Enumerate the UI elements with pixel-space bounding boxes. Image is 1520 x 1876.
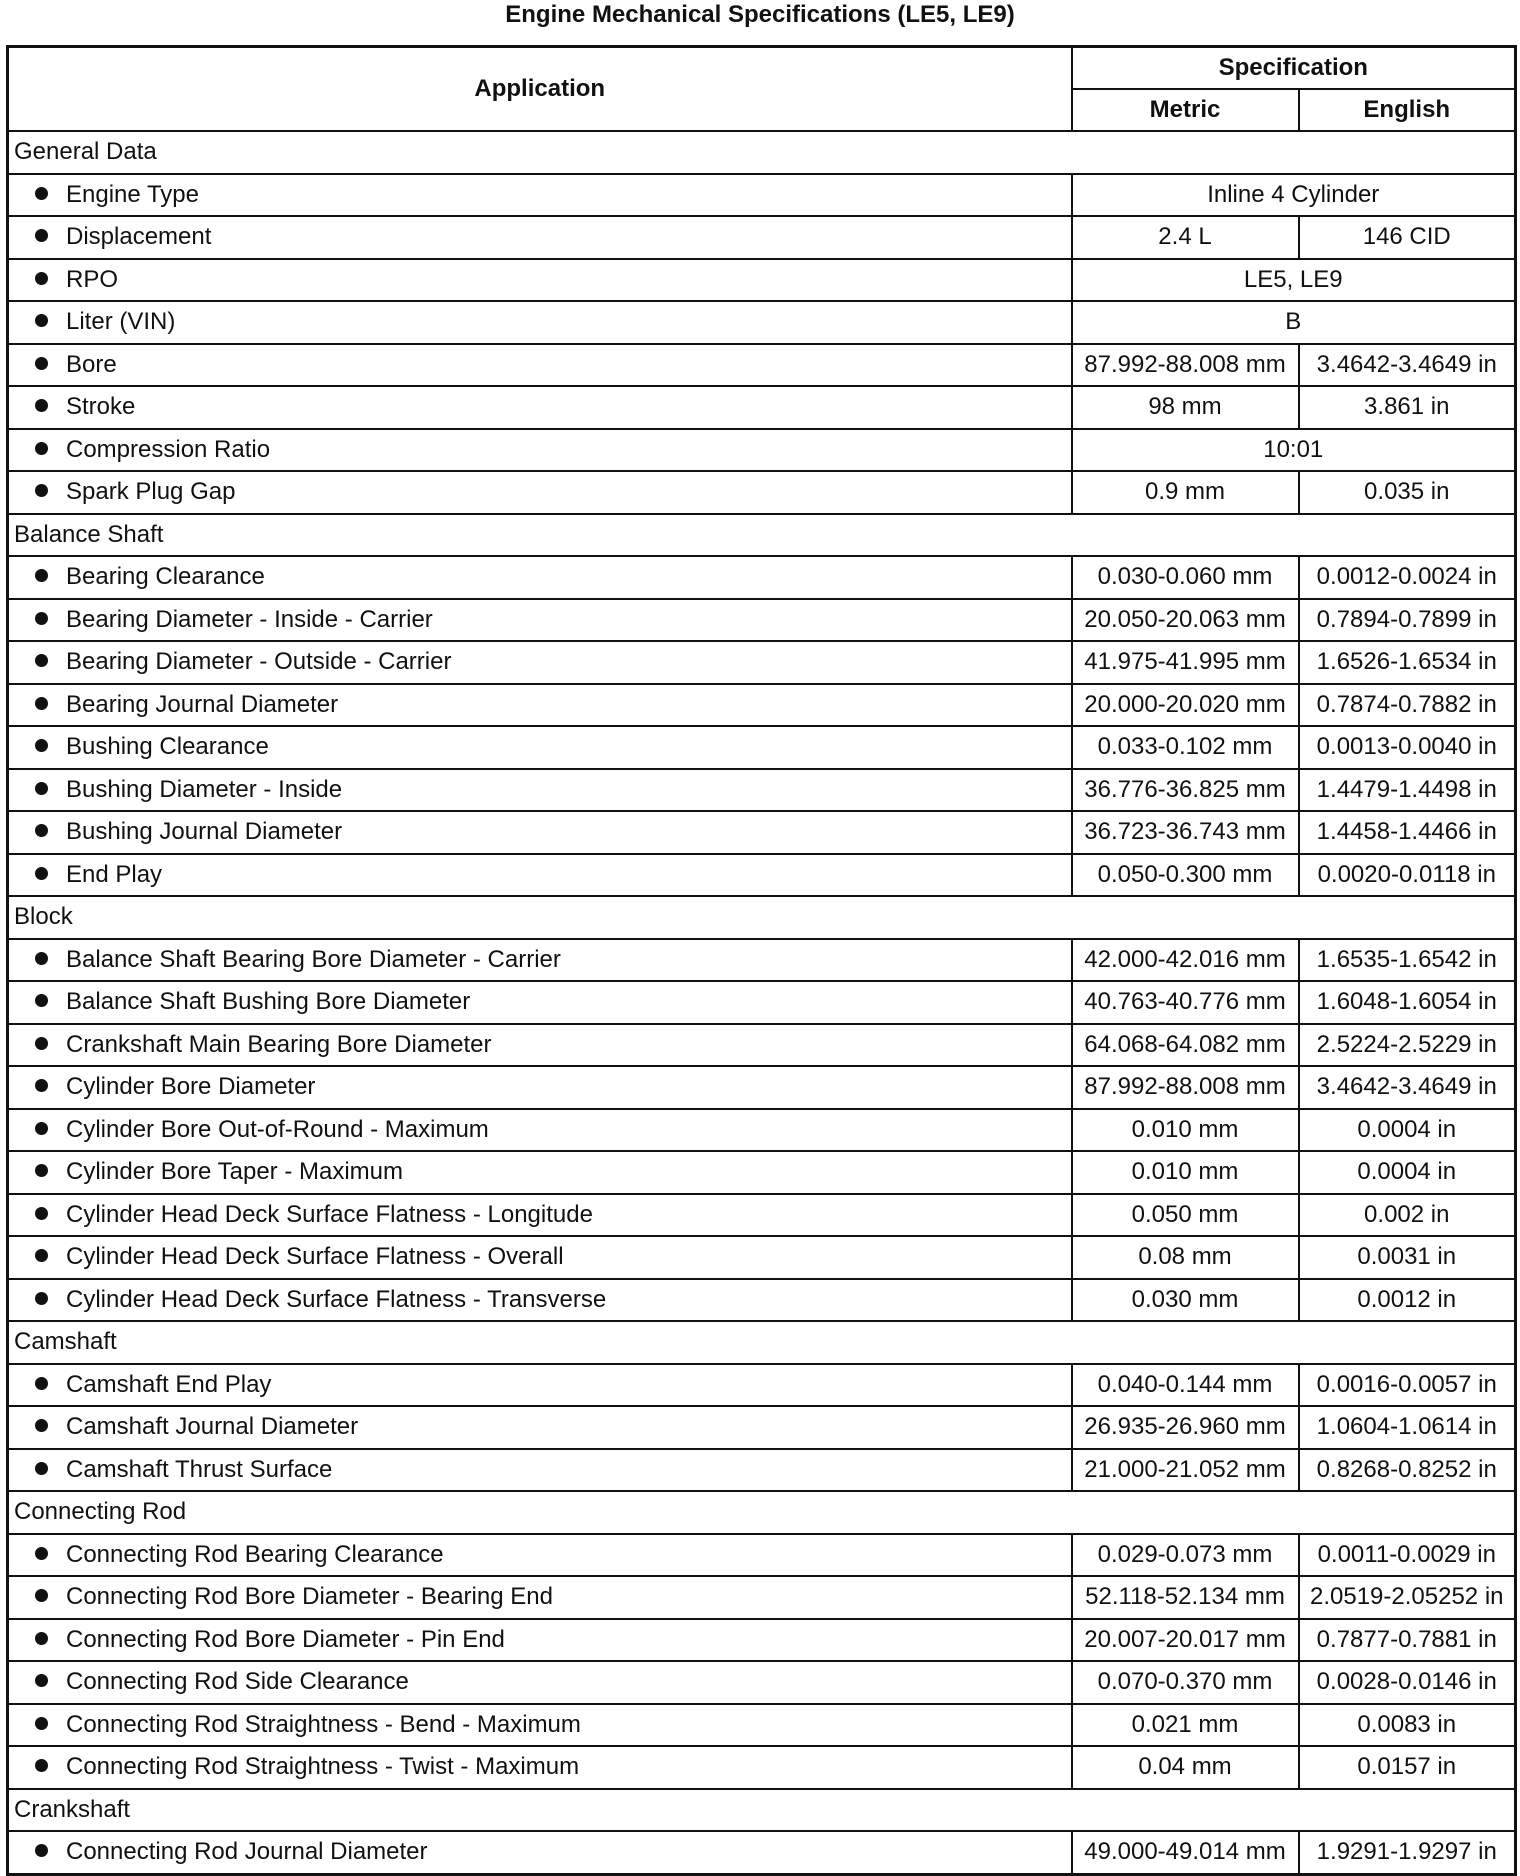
application-cell <box>8 1619 1072 1662</box>
bullet-icon <box>35 867 48 880</box>
section-title: Connecting Rod <box>8 1491 1516 1534</box>
application-cell <box>8 1364 1072 1407</box>
english-cell: 1.4458-1.4466 in <box>1299 811 1516 854</box>
row-label: Balance Shaft Bearing Bore Diameter - Carrier <box>66 945 561 973</box>
bullet-icon <box>35 187 48 200</box>
english-cell: 0.0004 in <box>1299 1151 1516 1194</box>
english-cell: 3.4642-3.4649 in <box>1299 1066 1516 1109</box>
english-cell: 3.861 in <box>1299 386 1516 429</box>
table-row <box>8 1746 1516 1789</box>
english-cell: 0.0004 in <box>1299 1109 1516 1152</box>
bullet-icon <box>35 484 48 497</box>
application-cell <box>8 939 1072 982</box>
table-row <box>8 769 1516 812</box>
table-row <box>8 726 1516 769</box>
metric-cell: 40.763-40.776 mm <box>1072 981 1299 1024</box>
application-cell <box>8 429 1072 472</box>
table-row <box>8 1449 1516 1492</box>
table-row <box>8 1619 1516 1662</box>
application-cell <box>8 1661 1072 1704</box>
application-cell <box>8 1449 1072 1492</box>
bullet-icon <box>35 314 48 327</box>
table-row <box>8 429 1516 472</box>
table-row <box>8 811 1516 854</box>
english-header: English <box>1299 89 1516 131</box>
bullet-icon <box>35 229 48 242</box>
metric-cell: 0.050 mm <box>1072 1194 1299 1237</box>
metric-cell: 0.030 mm <box>1072 1279 1299 1322</box>
english-cell: 0.0020-0.0118 in <box>1299 854 1516 897</box>
metric-cell: 20.000-20.020 mm <box>1072 684 1299 727</box>
table-row <box>8 344 1516 387</box>
application-cell <box>8 1236 1072 1279</box>
table-row <box>8 599 1516 642</box>
metric-cell: 36.723-36.743 mm <box>1072 811 1299 854</box>
row-label: Camshaft Thrust Surface <box>66 1455 333 1483</box>
metric-cell: 2.4 L <box>1072 216 1299 259</box>
metric-cell: 0.08 mm <box>1072 1236 1299 1279</box>
table-row <box>8 641 1516 684</box>
section-title: General Data <box>8 131 1516 174</box>
spec-table <box>6 45 1517 1876</box>
row-label: Bearing Journal Diameter <box>66 690 339 718</box>
application-cell <box>8 811 1072 854</box>
table-row <box>8 1406 1516 1449</box>
row-label: Liter (VIN) <box>66 308 176 336</box>
row-label: Connecting Rod Straightness - Bend - Maximum <box>66 1710 581 1738</box>
row-label: Cylinder Bore Out-of-Round - Maximum <box>66 1115 489 1143</box>
bullet-icon <box>35 824 48 837</box>
header-row <box>8 47 1516 90</box>
application-cell <box>8 1406 1072 1449</box>
application-cell <box>8 641 1072 684</box>
bullet-icon <box>35 612 48 625</box>
application-cell <box>8 174 1072 217</box>
english-cell: 0.0157 in <box>1299 1746 1516 1789</box>
application-cell <box>8 1534 1072 1577</box>
table-row <box>8 1661 1516 1704</box>
row-label: Bearing Clearance <box>66 563 265 591</box>
table-row <box>8 1151 1516 1194</box>
merged-spec-cell: LE5, LE9 <box>1072 259 1516 302</box>
section-row <box>8 131 1516 174</box>
metric-cell: 36.776-36.825 mm <box>1072 769 1299 812</box>
row-label: Displacement <box>66 223 212 251</box>
row-label: Connecting Rod Bore Diameter - Pin End <box>66 1625 505 1653</box>
application-cell <box>8 1109 1072 1152</box>
table-row <box>8 259 1516 302</box>
row-label: Bore <box>66 350 117 378</box>
bullet-icon <box>35 994 48 1007</box>
section-row <box>8 1789 1516 1832</box>
spec-table-body <box>8 131 1516 1874</box>
english-cell: 1.9291-1.9297 in <box>1299 1831 1516 1874</box>
application-cell <box>8 344 1072 387</box>
english-cell: 0.7894-0.7899 in <box>1299 599 1516 642</box>
bullet-icon <box>35 1292 48 1305</box>
application-cell <box>8 1151 1072 1194</box>
row-label: Cylinder Bore Taper - Maximum <box>66 1158 403 1186</box>
row-label: RPO <box>66 265 119 293</box>
row-label: Bearing Diameter - Inside - Carrier <box>66 605 433 633</box>
application-cell <box>8 769 1072 812</box>
row-label: Bushing Journal Diameter <box>66 818 343 846</box>
application-cell <box>8 216 1072 259</box>
application-cell <box>8 854 1072 897</box>
section-row <box>8 1491 1516 1534</box>
english-cell: 146 CID <box>1299 216 1516 259</box>
table-row <box>8 1279 1516 1322</box>
section-row <box>8 896 1516 939</box>
row-label: Camshaft End Play <box>66 1370 272 1398</box>
metric-cell: 0.010 mm <box>1072 1151 1299 1194</box>
application-cell <box>8 599 1072 642</box>
table-row <box>8 1194 1516 1237</box>
bullet-icon <box>35 1377 48 1390</box>
metric-cell: 49.000-49.014 mm <box>1072 1831 1299 1874</box>
english-cell: 1.0604-1.0614 in <box>1299 1406 1516 1449</box>
metric-cell: 20.050-20.063 mm <box>1072 599 1299 642</box>
metric-cell: 0.029-0.073 mm <box>1072 1534 1299 1577</box>
bullet-icon <box>35 1122 48 1135</box>
bullet-icon <box>35 442 48 455</box>
row-label: Connecting Rod Journal Diameter <box>66 1838 428 1866</box>
metric-cell: 52.118-52.134 mm <box>1072 1576 1299 1619</box>
english-cell: 0.0028-0.0146 in <box>1299 1661 1516 1704</box>
english-cell: 0.0011-0.0029 in <box>1299 1534 1516 1577</box>
english-cell: 0.0031 in <box>1299 1236 1516 1279</box>
bullet-icon <box>35 1249 48 1262</box>
metric-cell: 0.021 mm <box>1072 1704 1299 1747</box>
english-cell: 0.035 in <box>1299 471 1516 514</box>
merged-spec-cell: 10:01 <box>1072 429 1516 472</box>
row-label: Compression Ratio <box>66 435 271 463</box>
metric-cell: 0.010 mm <box>1072 1109 1299 1152</box>
bullet-icon <box>35 1632 48 1645</box>
english-cell: 0.0013-0.0040 in <box>1299 726 1516 769</box>
english-cell: 1.4479-1.4498 in <box>1299 769 1516 812</box>
merged-spec-cell: Inline 4 Cylinder <box>1072 174 1516 217</box>
row-label: Balance Shaft Bushing Bore Diameter <box>66 988 471 1016</box>
metric-cell: 87.992-88.008 mm <box>1072 1066 1299 1109</box>
row-label: Bushing Clearance <box>66 733 269 761</box>
bullet-icon <box>35 739 48 752</box>
table-row <box>8 1534 1516 1577</box>
bullet-icon <box>35 952 48 965</box>
section-row <box>8 514 1516 557</box>
row-label: Cylinder Head Deck Surface Flatness - Transverse <box>66 1285 607 1313</box>
table-row <box>8 1109 1516 1152</box>
row-label: Spark Plug Gap <box>66 478 236 506</box>
english-cell: 0.002 in <box>1299 1194 1516 1237</box>
english-cell: 0.0083 in <box>1299 1704 1516 1747</box>
english-cell: 1.6526-1.6534 in <box>1299 641 1516 684</box>
metric-cell: 41.975-41.995 mm <box>1072 641 1299 684</box>
application-cell <box>8 1024 1072 1067</box>
bullet-icon <box>35 569 48 582</box>
metric-cell: 20.007-20.017 mm <box>1072 1619 1299 1662</box>
application-cell <box>8 684 1072 727</box>
table-row <box>8 174 1516 217</box>
row-label: Cylinder Head Deck Surface Flatness - Longitude <box>66 1200 593 1228</box>
application-cell <box>8 726 1072 769</box>
english-cell: 0.7874-0.7882 in <box>1299 684 1516 727</box>
application-cell <box>8 1831 1072 1874</box>
table-row <box>8 939 1516 982</box>
row-label: Connecting Rod Bearing Clearance <box>66 1540 444 1568</box>
application-cell <box>8 471 1072 514</box>
application-cell <box>8 1746 1072 1789</box>
application-cell <box>8 1279 1072 1322</box>
metric-cell: 0.040-0.144 mm <box>1072 1364 1299 1407</box>
metric-header: Metric <box>1072 89 1299 131</box>
row-label: Cylinder Bore Diameter <box>66 1073 316 1101</box>
metric-cell: 98 mm <box>1072 386 1299 429</box>
application-cell <box>8 1066 1072 1109</box>
metric-cell: 0.070-0.370 mm <box>1072 1661 1299 1704</box>
bullet-icon <box>35 654 48 667</box>
metric-cell: 0.033-0.102 mm <box>1072 726 1299 769</box>
metric-cell: 26.935-26.960 mm <box>1072 1406 1299 1449</box>
english-cell: 2.5224-2.5229 in <box>1299 1024 1516 1067</box>
table-row <box>8 1024 1516 1067</box>
english-cell: 1.6048-1.6054 in <box>1299 981 1516 1024</box>
bullet-icon <box>35 1079 48 1092</box>
table-row <box>8 556 1516 599</box>
section-title: Block <box>8 896 1516 939</box>
application-cell <box>8 386 1072 429</box>
english-cell: 1.6535-1.6542 in <box>1299 939 1516 982</box>
english-cell: 3.4642-3.4649 in <box>1299 344 1516 387</box>
bullet-icon <box>35 1207 48 1220</box>
bullet-icon <box>35 1164 48 1177</box>
bullet-icon <box>35 697 48 710</box>
bullet-icon <box>35 272 48 285</box>
table-row <box>8 981 1516 1024</box>
table-row <box>8 1576 1516 1619</box>
bullet-icon <box>35 357 48 370</box>
application-cell <box>8 556 1072 599</box>
metric-cell: 21.000-21.052 mm <box>1072 1449 1299 1492</box>
bullet-icon <box>35 399 48 412</box>
english-cell: 0.0016-0.0057 in <box>1299 1364 1516 1407</box>
specification-header: Specification <box>1072 47 1516 90</box>
application-cell <box>8 259 1072 302</box>
table-row <box>8 1364 1516 1407</box>
application-cell <box>8 1704 1072 1747</box>
metric-cell: 42.000-42.016 mm <box>1072 939 1299 982</box>
application-cell <box>8 981 1072 1024</box>
table-row <box>8 301 1516 344</box>
section-title: Camshaft <box>8 1321 1516 1364</box>
table-row <box>8 854 1516 897</box>
bullet-icon <box>35 1717 48 1730</box>
bullet-icon <box>35 1419 48 1432</box>
row-label: Engine Type <box>66 180 199 208</box>
row-label: Crankshaft Main Bearing Bore Diameter <box>66 1030 492 1058</box>
application-cell <box>8 301 1072 344</box>
table-row <box>8 216 1516 259</box>
bullet-icon <box>35 1462 48 1475</box>
section-title: Balance Shaft <box>8 514 1516 557</box>
row-label: Bearing Diameter - Outside - Carrier <box>66 648 452 676</box>
bullet-icon <box>35 1759 48 1772</box>
english-cell: 0.8268-0.8252 in <box>1299 1449 1516 1492</box>
application-cell <box>8 1194 1072 1237</box>
application-cell <box>8 1576 1072 1619</box>
english-cell: 0.7877-0.7881 in <box>1299 1619 1516 1662</box>
metric-cell: 0.9 mm <box>1072 471 1299 514</box>
metric-cell: 64.068-64.082 mm <box>1072 1024 1299 1067</box>
row-label: End Play <box>66 860 163 888</box>
section-row <box>8 1321 1516 1364</box>
metric-cell: 0.04 mm <box>1072 1746 1299 1789</box>
row-label: Connecting Rod Side Clearance <box>66 1668 409 1696</box>
table-row <box>8 1236 1516 1279</box>
row-label: Connecting Rod Bore Diameter - Bearing End <box>66 1583 553 1611</box>
row-label: Camshaft Journal Diameter <box>66 1413 359 1441</box>
table-row <box>8 386 1516 429</box>
bullet-icon <box>35 1844 48 1857</box>
row-label: Connecting Rod Straightness - Twist - Maximum <box>66 1753 580 1781</box>
table-row <box>8 1066 1516 1109</box>
metric-cell: 87.992-88.008 mm <box>1072 344 1299 387</box>
table-row <box>8 1831 1516 1874</box>
table-row <box>8 1704 1516 1747</box>
page-title: Engine Mechanical Specifications (LE5, LE9) <box>505 1 1015 28</box>
english-cell: 0.0012-0.0024 in <box>1299 556 1516 599</box>
application-header: Application <box>8 47 1072 132</box>
bullet-icon <box>35 1589 48 1602</box>
metric-cell: 0.030-0.060 mm <box>1072 556 1299 599</box>
bullet-icon <box>35 782 48 795</box>
merged-spec-cell: B <box>1072 301 1516 344</box>
table-row <box>8 684 1516 727</box>
bullet-icon <box>35 1547 48 1560</box>
row-label: Stroke <box>66 393 136 421</box>
row-label: Bushing Diameter - Inside <box>66 775 343 803</box>
table-row <box>8 471 1516 514</box>
section-title: Crankshaft <box>8 1789 1516 1832</box>
english-cell: 0.0012 in <box>1299 1279 1516 1322</box>
bullet-icon <box>35 1674 48 1687</box>
row-label: Cylinder Head Deck Surface Flatness - Overall <box>66 1243 564 1271</box>
english-cell: 2.0519-2.05252 in <box>1299 1576 1516 1619</box>
bullet-icon <box>35 1037 48 1050</box>
metric-cell: 0.050-0.300 mm <box>1072 854 1299 897</box>
